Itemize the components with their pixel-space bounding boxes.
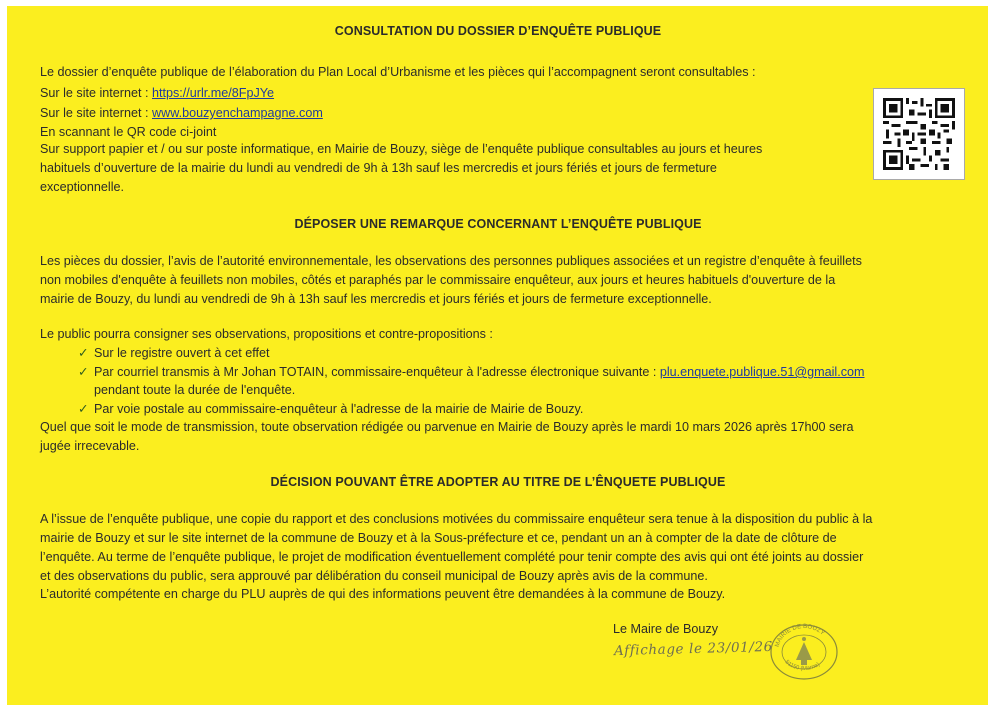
signature-name: Le Maire de Bouzy (613, 622, 719, 636)
email-link[interactable]: plu.enquete.publique.51@gmail.com (659, 365, 865, 379)
check-icon: ✓ (78, 402, 89, 416)
site1-line (40, 84, 274, 103)
section3-line-3: l’enquête. Au terme de l’enquête publique, le projet de modification éventuellement complété pour tenir compte des avis qui ont été joints au dossier (40, 550, 864, 564)
check-icon: ✓ (78, 346, 89, 360)
paper-line-1: Sur support papier et / ou sur poste informatique, en Mairie de Bouzy, siège de l’enquête publique consultables au jours et heures (40, 142, 763, 156)
item2-prefix: Par courriel transmis à Mr Johan TOTAIN, commissaire-enquêteur à l'adresse électronique suivante : (94, 365, 660, 379)
item2-continuation: pendant toute la durée de l'enquête. (94, 383, 296, 397)
site2-line (40, 104, 323, 123)
check-icon: ✓ (78, 365, 89, 379)
qr-line: En scannant le QR code ci-joint (40, 125, 217, 139)
site2-prefix: Sur le site internet : (40, 106, 152, 120)
deadline-line-2: jugée irrecevable. (40, 439, 140, 453)
paper-line-3: exceptionnelle. (40, 180, 125, 194)
public-intro: Le public pourra consigner ses observations, propositions et contre-propositions : (40, 327, 493, 341)
list-item-postale (78, 400, 583, 419)
svg-text:51150 (Marne): 51150 (Marne) (783, 659, 821, 673)
deadline-line-1: Quel que soit le mode de transmission, toute observation rédigée ou parvenue en Mairie de Bouzy après le mardi 10 mars 2026 après 17h00 sera (40, 420, 854, 434)
section2-para-line-1: Les pièces du dossier, l’avis de l’autorité environnementale, les observations des personnes publiques associées et un registre d’enquête à feuillets (40, 254, 862, 268)
section1-title: CONSULTATION DU DOSSIER D’ENQUÊTE PUBLIQUE (334, 24, 662, 38)
list-item-registre (78, 344, 269, 363)
qr-code-icon[interactable] (873, 88, 965, 180)
section3-line-5: L’autorité compétente en charge du PLU auprès de qui des informations peuvent être demandées à la commune de Bouzy. (40, 587, 726, 601)
section1-intro: Le dossier d’enquête publique de l’élaboration du Plan Local d’Urbanisme et les pièces qui l’accompagnent seront consultables : (40, 65, 756, 79)
section3-line-4: et des observations du public, sera approuvé par délibération du conseil municipal de Bouzy après avis de la commune. (40, 569, 708, 583)
section2-title: DÉPOSER UNE REMARQUE CONCERNANT L’ENQUÊTE PUBLIQUE (294, 217, 702, 231)
section3-title: DÉCISION POUVANT ÊTRE ADOPTER AU TITRE DE L’ÊNQUETE PUBLIQUE (270, 475, 726, 489)
item1-text: Sur le registre ouvert à cet effet (94, 346, 270, 360)
section3-line-2: mairie de Bouzy et sur le site internet de la commune de Bouzy et à la Sous-préfecture et ce, pendant un an à compter de la date de clôture de (40, 531, 837, 545)
site1-link[interactable]: https://urlr.me/8FpJYe (152, 86, 275, 100)
handwritten-posting-date: Affichage le 23/01/26 (613, 638, 774, 660)
seal-icon (766, 620, 842, 685)
svg-text:MAIRIE DE BOUZY: MAIRIE DE BOUZY (773, 622, 826, 648)
section2-para-line-2: non mobiles d'enquête à feuillets non mobiles, côtés et paraphés par le commissaire enquêteur, aux jours et heures habituels d'ouverture de la (40, 273, 836, 287)
list-item-courriel (78, 363, 865, 382)
paper-line-2: habituels d’ouverture de la mairie du lundi au vendredi de 9h à 13h sauf les mercredis et jours fériés et jours de fermeture (40, 161, 717, 175)
section2-para-line-3: mairie de Bouzy, du lundi au vendredi de 9h à 13h sauf les mercredis et jours fériés et jours de fermeture exceptionnelle. (40, 292, 712, 306)
item3-text: Par voie postale au commissaire-enquêteur à l'adresse de la mairie de Mairie de Bouzy. (94, 402, 584, 416)
section3-line-1: A l’issue de l’enquête publique, une copie du rapport et des conclusions motivées du commissaire enquêteur sera tenue à la disposition du public à la (40, 512, 873, 526)
site2-link[interactable]: www.bouzyenchampagne.com (152, 106, 323, 120)
site1-prefix: Sur le site internet : (40, 86, 152, 100)
